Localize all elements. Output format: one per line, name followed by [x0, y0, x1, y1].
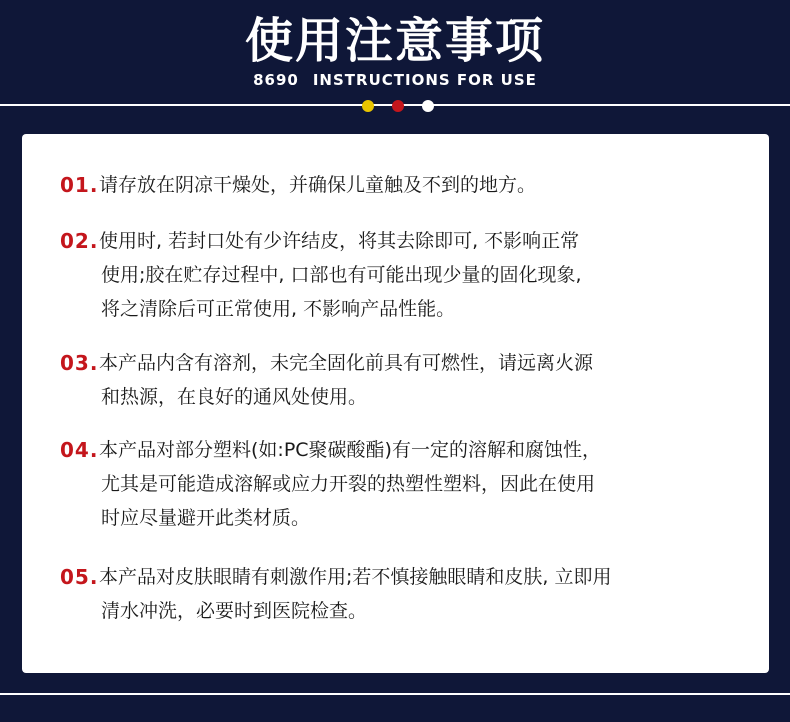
yellow-dot-icon — [362, 100, 374, 112]
item-number: 05. — [60, 565, 99, 589]
item-line: 时应尽量避开此类材质。 — [101, 507, 311, 529]
item-line: 将之清除后可正常使用, 不影响产品性能。 — [101, 298, 456, 320]
bottom-divider — [0, 693, 790, 695]
item-line: 尤其是可能造成溶解或应力开裂的热塑性塑料，因此在使用 — [101, 473, 596, 495]
white-dot-icon — [422, 100, 434, 112]
item-line: 使用时, 若封口处有少许结皮，将其去除即可, 不影响正常 — [99, 230, 580, 252]
item-number: 01. — [60, 173, 99, 197]
instruction-item — [60, 560, 740, 628]
decorative-dots — [0, 100, 790, 112]
item-line: 使用;胶在贮存过程中, 口部也有可能出现少量的固化现象, — [101, 264, 582, 286]
item-number: 04. — [60, 438, 99, 462]
item-line: 本产品对部分塑料(如:PC聚碳酸酯)有一定的溶解和腐蚀性， — [99, 439, 601, 461]
page-title: 使用注意事项 — [244, 13, 545, 69]
instructions-card — [22, 134, 769, 673]
item-line: 清水冲洗，必要时到医院检查。 — [101, 600, 368, 622]
item-line: 本产品对皮肤眼睛有刺激作用;若不慎接触眼睛和皮肤, 立即用 — [99, 566, 612, 588]
instruction-item — [60, 224, 740, 326]
instruction-item — [60, 433, 740, 535]
item-line: 请存放在阴凉干燥处，并确保儿童触及不到的地方。 — [99, 174, 537, 196]
instruction-item — [60, 346, 740, 414]
subtitle-text: INSTRUCTIONS FOR USE — [312, 71, 537, 89]
item-line: 和热源，在良好的通风处使用。 — [101, 386, 368, 408]
model-number: 8690 — [253, 71, 299, 89]
red-dot-icon — [392, 100, 404, 112]
page-subtitle — [0, 70, 790, 90]
item-number: 03. — [60, 351, 99, 375]
item-number: 02. — [60, 229, 99, 253]
instruction-item — [60, 168, 740, 202]
item-line: 本产品内含有溶剂，未完全固化前具有可燃性，请远离火源 — [99, 352, 594, 374]
